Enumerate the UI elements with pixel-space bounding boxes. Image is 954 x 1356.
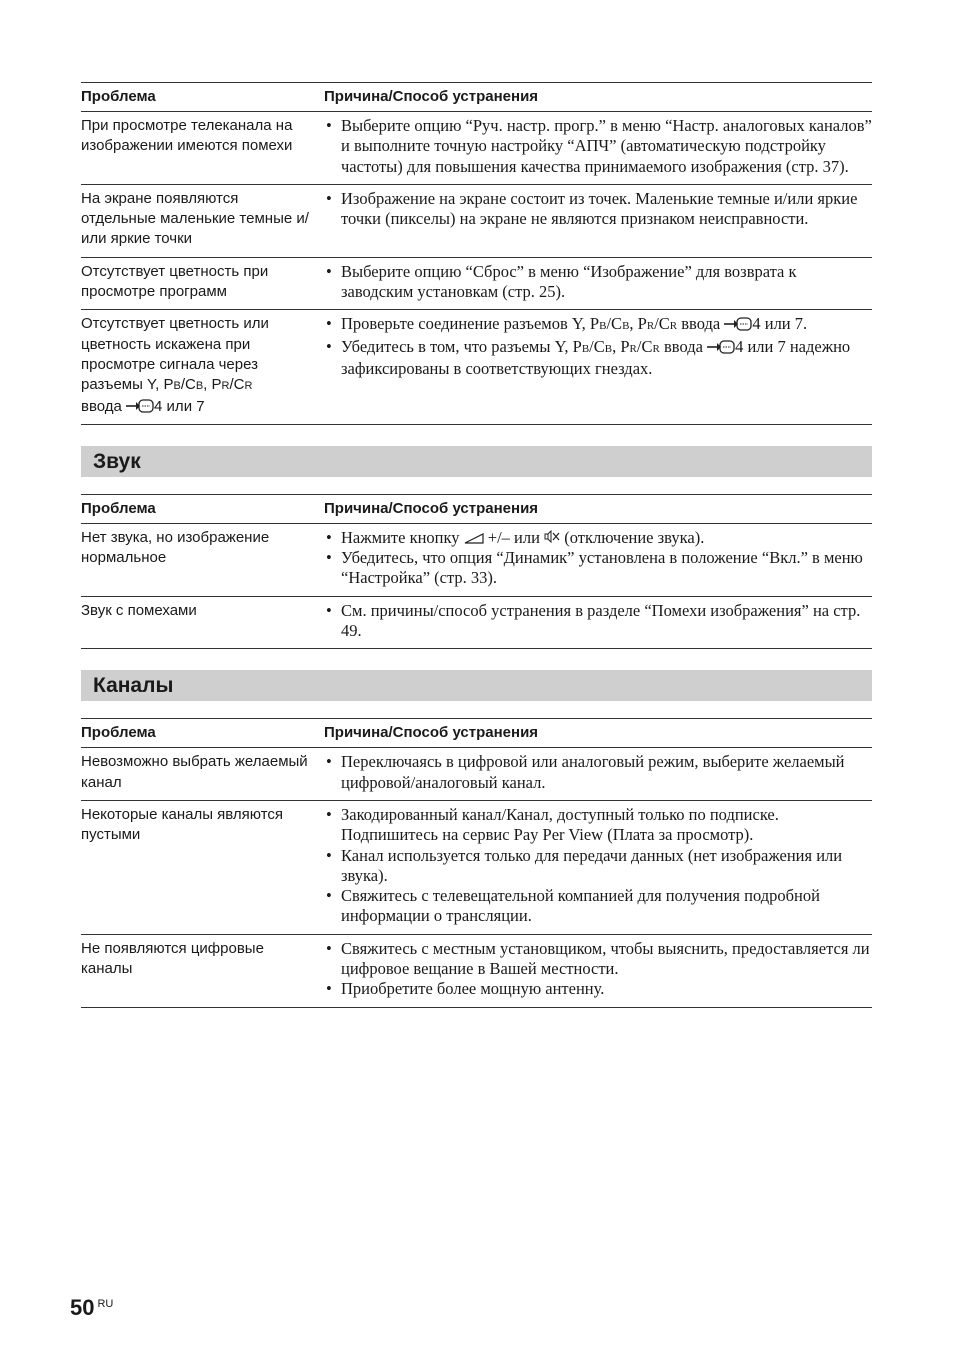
solution-cell: [324, 523, 872, 596]
solution-item: • Убедитесь в том, что разъемы Y, PB/CB, PR/CR ввода 4 или 7 надежно зафиксированы в соответствующих гнездах.: [324, 337, 872, 380]
problem-cell: Отсутствует цветность при просмотре программ: [81, 257, 324, 310]
input-jack-icon: [724, 317, 752, 331]
problem-header: Проблема: [81, 719, 324, 748]
table-header: [81, 719, 872, 748]
problem-cell: На экране появляются отдельные маленькие темные и/или яркие точки: [81, 184, 324, 257]
table-row: [81, 934, 872, 1007]
solution-item: • Свяжитесь с телевещательной компанией для получения подробной информации о трансляции.: [324, 886, 872, 927]
picture-table: [81, 82, 872, 425]
solution-item: • Проверьте соединение разъемов Y, PB/CB, PR/CR ввода 4 или 7.: [324, 314, 872, 336]
volume-icon: [464, 532, 484, 544]
solution-item: • См. причины/способ устранения в разделе “Помехи изображения” на стр. 49.: [324, 601, 872, 642]
table-row: [81, 310, 872, 424]
language-code: RU: [97, 1298, 114, 1310]
solution-item: • Свяжитесь с местным установщиком, чтобы выяснить, предоставляется ли цифровое вещание в Вашей местности.: [324, 939, 872, 980]
cause-header: Причина/Способ устранения: [324, 494, 872, 523]
section-title-sound: Звук: [81, 446, 872, 477]
sound-table: [81, 494, 872, 649]
channels-table: [81, 718, 872, 1007]
solution-item: • Нажмите кнопку +/– или (отключение звука).: [324, 528, 872, 548]
solution-cell: [324, 934, 872, 1007]
solution-item: • Приобретите более мощную антенну.: [324, 979, 872, 999]
table-row: [81, 748, 872, 801]
table-row: [81, 523, 872, 596]
solution-item: • Закодированный канал/Канал, доступный только по подписке. Подпишитесь на сервис Pay Per View (Плата за просмотр).: [324, 805, 872, 846]
problem-header: Проблема: [81, 494, 324, 523]
table-header: [81, 83, 872, 112]
problem-cell: Невозможно выбрать желаемый канал: [81, 748, 324, 801]
table-header: [81, 494, 872, 523]
problem-cell: При просмотре телеканала на изображении имеются помехи: [81, 112, 324, 185]
table-row: [81, 596, 872, 649]
problem-cell: Звук с помехами: [81, 596, 324, 649]
problem-cell: Не появляются цифровые каналы: [81, 934, 324, 1007]
solution-item: • Канал используется только для передачи данных (нет изображения или звука).: [324, 846, 872, 887]
mute-icon: [544, 530, 560, 544]
solution-item: • Выберите опцию “Сброс” в меню “Изображение” для возврата к заводским установкам (стр. 25).: [324, 262, 872, 303]
solution-cell: [324, 184, 872, 257]
solution-cell: [324, 596, 872, 649]
page-footer: [70, 1295, 113, 1321]
cause-header: Причина/Способ устранения: [324, 83, 872, 112]
table-row: [81, 257, 872, 310]
solution-cell: [324, 257, 872, 310]
solution-cell: [324, 112, 872, 185]
problem-cell: Некоторые каналы являются пустыми: [81, 800, 324, 934]
solution-cell: [324, 748, 872, 801]
solution-cell: [324, 310, 872, 424]
table-row: [81, 800, 872, 934]
input-jack-icon: [707, 340, 735, 354]
page-number: 50: [70, 1295, 95, 1320]
solution-cell: [324, 800, 872, 934]
solution-item: • Изображение на экране состоит из точек. Маленькие темные и/или яркие точки (пикселы) на экране не являются признаком неисправности.: [324, 189, 872, 230]
table-row: [81, 112, 872, 185]
solution-item: • Убедитесь, что опция “Динамик” установлена в положение “Вкл.” в меню “Настройка” (стр. 33).: [324, 548, 872, 589]
solution-item: • Выберите опцию “Руч. настр. прогр.” в меню “Настр. аналоговых каналов” и выполните точную настройку “АПЧ” (автоматическую подстройку частоты) для повышения качества принимаемого изображения (стр. 37).: [324, 116, 872, 177]
troubleshooting-page: [81, 82, 872, 1008]
table-row: [81, 184, 872, 257]
section-title-channels: Каналы: [81, 670, 872, 701]
problem-header: Проблема: [81, 83, 324, 112]
problem-cell: Отсутствует цветность или цветность искажена при просмотре сигнала через разъемы Y, PB/CB, PR/CR ввода 4 или 7: [81, 310, 324, 424]
solution-item: • Переключаясь в цифровой или аналоговый режим, выберите желаемый цифровой/аналоговый канал.: [324, 752, 872, 793]
input-jack-icon: [126, 399, 154, 413]
problem-cell: Нет звука, но изображение нормальное: [81, 523, 324, 596]
cause-header: Причина/Способ устранения: [324, 719, 872, 748]
